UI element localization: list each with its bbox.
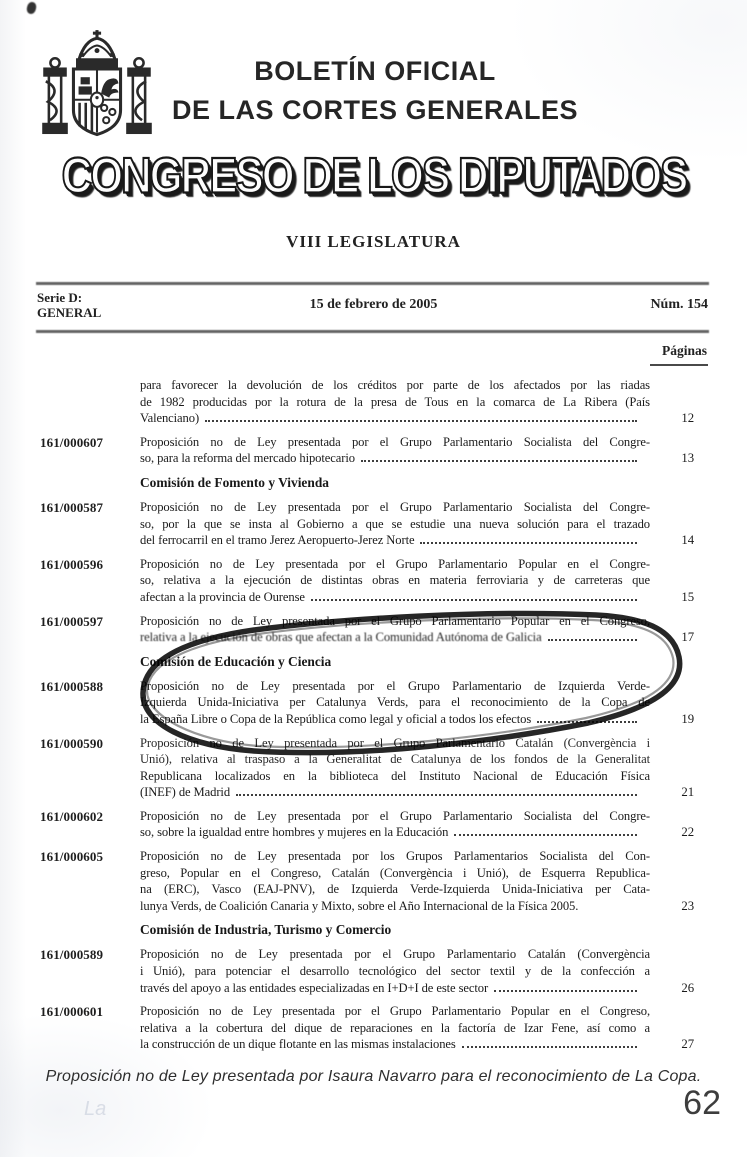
- page-number: 62: [683, 1084, 721, 1122]
- toc-entry: [40, 556, 708, 606]
- entry-line: Proposición no de Ley presentada por el Grupo Parlamentario de Izquierda Verde-: [140, 678, 650, 693]
- entry-last-line: [140, 711, 708, 728]
- entry-line: Proposición no de Ley presentada por el Grupo Parlamentario Socialista del Congre-: [140, 808, 650, 823]
- issue-number: Núm. 154: [650, 297, 708, 312]
- section-heading: Comisión de Educación y Ciencia: [140, 653, 332, 669]
- entry-line: Proposición no de Ley presentada por el Grupo Parlamentario Socialista del Congre-: [140, 499, 650, 514]
- toc-entry: [40, 1003, 708, 1053]
- entry-line: na (ERC), Vasco (EAJ-PNV), de Izquierda Verde-Izquierda Unida-Iniciativa per Cata-: [140, 882, 650, 897]
- entry-line: Proposición no de Ley presentada por los Grupos Parlamentarios Socialista del Con-: [140, 849, 650, 864]
- entry-page-number: 23: [681, 898, 694, 913]
- entry-line: relativa a la cobertura del dique de reparaciones en la factoría de Izar Fene, así como a: [140, 1020, 650, 1035]
- entry-page-number: 22: [681, 825, 694, 840]
- dotted-leader: [361, 460, 637, 462]
- series-line2: GENERAL: [37, 305, 102, 320]
- dotted-leader: [236, 794, 637, 796]
- entry-last-line: [140, 450, 708, 467]
- entry-last-line: [140, 589, 708, 606]
- entry-line: Proposición no de Ley presentada por el Grupo Parlamentario Catalán (Convergència: [140, 947, 650, 962]
- entry-line: Proposición no de Ley presentada por el Grupo Parlamentario Popular en el Congre-: [140, 556, 650, 571]
- entry-text: [140, 377, 708, 427]
- ghost-text: La: [84, 1098, 107, 1120]
- entry-line: para favorecer la devolución de los créditos por parte de los afectados por las riadas: [140, 378, 650, 392]
- horizontal-rule-bottom: [36, 330, 709, 333]
- entry-id: 161/000597: [40, 613, 104, 629]
- entry-text: [140, 499, 708, 549]
- entry-page-number: 14: [681, 533, 694, 548]
- entry-last-line: [140, 532, 708, 549]
- entry-id: 161/000601: [40, 1004, 104, 1020]
- bulletin-title-line2: DE LAS CORTES GENERALES: [171, 95, 579, 125]
- entry-line: afectan a la provincia de Ourense: [140, 589, 305, 604]
- entry-last-line: [140, 898, 708, 915]
- bulletin-title: [150, 52, 600, 130]
- toc-entry: [40, 434, 708, 467]
- entry-line: lunya Verds, de Coalición Canaria y Mixto, sobre el Año Internacional de la Física 2005.: [140, 898, 579, 913]
- entry-line: Unió), relativa al traspaso a la Generalitat de Catalunya de los fondos de la Generalitat: [140, 752, 650, 767]
- entry-text: [140, 678, 708, 728]
- entry-text: [140, 735, 708, 801]
- entry-line: de 1982 producidas por la rotura de la presa de Tous en la comarca de La Ribera (País: [140, 394, 650, 409]
- entry-line: so, relativa a la ejecución de distintas obras en materia ferroviaria y de carreteras que: [140, 573, 650, 588]
- entry-line: la construcción de un dique flotante en las mismas instalaciones: [140, 1037, 456, 1052]
- entry-page-number: 27: [681, 1037, 694, 1052]
- issue-date: 15 de febrero de 2005: [309, 297, 438, 312]
- footer-caption: Proposición no de Ley presentada por Isaura Navarro para el reconocimiento de La Copa.: [45, 1068, 702, 1085]
- toc-entry: [40, 377, 708, 427]
- dotted-leader: [462, 1046, 637, 1048]
- entry-line: so, sobre la igualdad entre hombres y mujeres en la Educación: [140, 825, 449, 840]
- entry-text: [140, 946, 708, 996]
- entry-text: [140, 434, 708, 467]
- entry-id: 161/000605: [40, 849, 104, 865]
- bulletin-title-line1: BOLETÍN OFICIAL: [254, 56, 496, 86]
- entry-line: Proposición no de Ley presentada por el Grupo Parlamentario Socialista del Congre-: [140, 434, 650, 449]
- entry-line: i Unió), para potenciar el desarrollo tecnológico del sector textil y de la confección a: [140, 964, 650, 979]
- toc-entry: [40, 808, 708, 841]
- entry-line: Valenciano): [140, 411, 200, 426]
- entry-id: 161/000596: [40, 556, 104, 572]
- dotted-leader: [420, 542, 637, 544]
- spanish-coat-of-arms-icon: [33, 26, 161, 154]
- entry-last-line: [140, 980, 708, 997]
- scan-artifact: [26, 1, 38, 15]
- entry-id: 161/000588: [40, 678, 104, 694]
- toc-entry: [40, 946, 708, 996]
- entry-page-number: 15: [681, 589, 694, 604]
- entry-page-number: 17: [681, 630, 694, 645]
- entry-last-line: [140, 629, 708, 646]
- entry-line: través del apoyo a las entidades especializadas en I+D+I de este sector: [140, 980, 489, 995]
- toc-entry: [40, 848, 708, 914]
- series-line1: Serie D:: [37, 290, 83, 305]
- entry-id: 161/000602: [40, 808, 104, 824]
- pages-column-header: Páginas: [661, 343, 707, 358]
- entry-id: [40, 377, 140, 427]
- entry-line: Proposición no de Ley presentada por el Grupo Parlamentario Catalán (Convergència i: [140, 735, 650, 750]
- dotted-leader: [494, 990, 637, 992]
- pages-header-underline: [650, 364, 708, 366]
- entry-line: Proposición no de Ley presentada por el Grupo Parlamentario Popular en el Congreso,: [140, 1004, 650, 1019]
- congress-title: CONGRESO DE LOS DIPUTADOS: [61, 148, 687, 204]
- entry-line: del ferrocarril en el tramo Jerez Aeropuerto-Jerez Norte: [140, 533, 415, 548]
- entry-id: 161/000589: [40, 947, 104, 963]
- entry-text: [140, 613, 708, 646]
- entry-line: relativa a la ejecución de obras que afectan a la Comunidad Autónoma de Galicia: [140, 630, 542, 645]
- toc-entry: [40, 678, 708, 728]
- dotted-leader: [205, 420, 637, 422]
- horizontal-rule-top: [36, 282, 709, 285]
- entry-page-number: 13: [681, 451, 694, 466]
- toc-entry: [40, 735, 708, 801]
- entry-line: so, para la reforma del mercado hipotecario: [140, 451, 355, 466]
- entry-page-number: 12: [681, 411, 694, 426]
- entry-line: greso, Popular en el Congreso, Catalán (Convergència i Unió), de Esquerra Republica-: [140, 865, 650, 880]
- dotted-leader: [454, 834, 637, 836]
- entry-id: 161/000590: [40, 735, 104, 751]
- entry-line: (INEF) de Madrid: [140, 785, 231, 800]
- entry-text: [140, 556, 708, 606]
- dotted-leader: [548, 639, 637, 641]
- entry-last-line: [140, 1036, 708, 1053]
- entry-page-number: 26: [681, 980, 694, 995]
- entry-text: [140, 848, 708, 914]
- legislature-label: VIII LEGISLATURA: [286, 232, 461, 251]
- section-heading: Comisión de Fomento y Vivienda: [140, 474, 329, 490]
- toc-entry: [40, 613, 708, 646]
- dotted-leader: [537, 721, 637, 723]
- entry-last-line: [140, 410, 708, 427]
- section-heading: Comisión de Industria, Turismo y Comercio: [140, 922, 392, 938]
- entry-line: Republicana localizados en la biblioteca del Instituto Nacional de Educación Física: [140, 768, 650, 783]
- entry-line: Izquierda Unida-Iniciativa per Catalunya Verds, para el reconocimiento de la Copa de: [140, 695, 650, 710]
- entry-page-number: 19: [681, 711, 694, 726]
- dotted-leader: [311, 599, 637, 601]
- entry-text: [140, 808, 708, 841]
- entry-page-number: 21: [681, 785, 694, 800]
- entry-line: so, por la que se insta al Gobierno a que se estudie una nueva solución para el trazado: [140, 516, 650, 531]
- table-of-contents: [40, 377, 708, 1060]
- entry-line: Proposición no de Ley presentada por el Grupo Parlamentario Popular en el Congreso,: [140, 613, 650, 628]
- entry-text: [140, 1003, 708, 1053]
- entry-id: 161/000607: [40, 434, 104, 450]
- entry-line: la España Libre o Copa de la República como legal y oficial a todos los efectos: [140, 711, 532, 726]
- entry-id: 161/000587: [40, 499, 104, 515]
- toc-entry: [40, 499, 708, 549]
- entry-last-line: [140, 824, 708, 841]
- entry-last-line: [140, 784, 708, 801]
